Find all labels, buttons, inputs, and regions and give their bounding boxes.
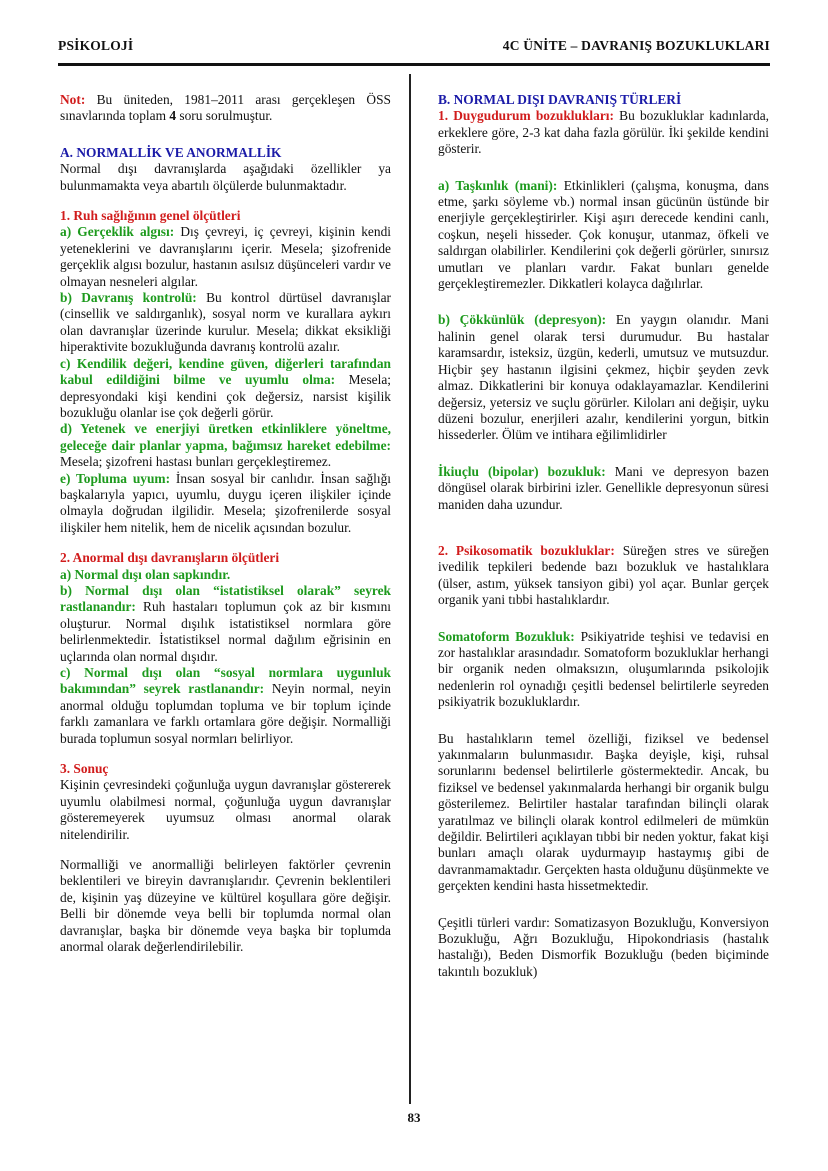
subsection-3-title: 3. Sonuç: [60, 761, 109, 777]
item-a: a) Gerçeklik algısı: Dış çevreyi, iç çevreyi, kişinin kendi yeteneklerini ve davranışlarını içerir. Mesela; şizofrenide gerçeklik algısı bozulur, hastanın asılsız düşünceleri vardır ve olmayan nesneleri algılar.: [60, 224, 391, 289]
depression-paragraph: b) Çökkünlük (depresyon): En yaygın olanıdır. Mani halinin genel olarak tersi durumudur. Bu hastalar karamsardır, isteksiz, üzgün, kederli, umutsuz ve mutsuzdur. Hiçbir şey hastanın ilgisini çekmez, hiçbir şeyden zevk almaz. Dikkatlerini bir konuya odaklayamazlar. Kendilerini değersiz, yetersiz ve suçlu görürler. Kiloları ani değişir, uyku düzeni bozulur, enerjileri azalır, kendilerini yorgun, bitkin hissederler. Ölüm ve intihara eğilimlidirler: [438, 312, 769, 443]
item-2c: c) Normal dışı olan “sosyal normlara uygunluk bakımından” seyrek rastlanandır: Neyin normal, neyin anormal olduğu toplumdan topluma ve bir toplum içinde farklı zamanlara ve farklı ortamlara göre değişir. Normalliği burada toplumun sosyal normları belirliyor.: [60, 665, 391, 746]
conclusion-paragraph-2: Normalliği ve anormalliği belirleyen faktörler çevrenin beklentileri ve bireyin davranışlarıdır. Çevrenin beklentileri de, kişinin yaş düzeyine ve kültürel koşullara göre değişir. Belli bir dönemde veya belli bir toplumda normal olan davranışlar, başka bir dönemde veya başka bir toplumda anormal olarak değerlendirilebilir.: [60, 857, 391, 955]
left-column: [60, 92, 391, 956]
column-divider: [409, 74, 411, 1104]
somatoform-types-paragraph: Çeşitli türleri vardır: Somatizasyon Bozukluğu, Konversiyon Bozukluğu, Ağrı Bozukluğu, Hipokondriasis (hastalık hastalığı), Beden Dismorfik Bozukluğu (beden biçiminde takıntılı bozukluk): [438, 914, 769, 979]
header-rule: [58, 63, 770, 66]
note-label: Not:: [60, 92, 86, 107]
section-a-title: A. NORMALLİK VE ANORMALLİK: [60, 144, 282, 160]
item-2b: b) Normal dışı olan “istatistiksel olarak” seyrek rastlanandır: Ruh hastaları toplumun çok az bir kısmını oluşturur. Normal dışılık istatistiksel normlara göre belirlenmektedir. İstatistiksel normal dağılım eğrisinin en uçlarında olan normal dışıdır.: [60, 582, 391, 664]
bipolar-paragraph: İkiuçlu (bipolar) bozukluk: Mani ve depresyon bazen döngüsel olarak birbirini izler. Genellikle depresyonun süresi maniden daha uzundur.: [438, 463, 769, 512]
section-b-title: B. NORMAL DIŞI DAVRANIŞ TÜRLERİ: [438, 92, 682, 107]
subsection-1-title: 1. Ruh sağlığının genel ölçütleri: [60, 208, 241, 224]
subsection-2-title: 2. Anormal dışı davranışların ölçütleri: [60, 550, 280, 566]
item-e: e) Topluma uyum: İnsan sosyal bir canlıdır. İnsan sağlığı başkalarıyla yapıcı, uyumlu, duygu içeren ilişkiler içinde olmayla doğrudan ilgilidir. Mesela; şizofrenilerde sosyal ilişkiler hem nitelik, hem de nicelik açısından bozulur.: [60, 470, 391, 535]
section-a-intro: Normal dışı davranışlarda aşağıdaki özellikler ya bulunmamakta veya abartılı ölçülerde bulunmaktadır.: [60, 161, 391, 193]
conclusion-paragraph-1: Kişinin çevresindeki çoğunluğa uygun davranışlar göstererek uyumlu olabilmesi normal, çoğunluğa uygun davranışlar gösteremeyerek uyumsuz olması anormal olarak nitelendirilir.: [60, 777, 391, 842]
header-unit-title: 4C ÜNİTE – DAVRANIŞ BOZUKLUKLARI: [502, 38, 770, 53]
header-subject: PSİKOLOJİ: [58, 38, 134, 53]
somatoform-features-paragraph: Bu hastalıkların temel özelliği, fiziksel ve bedensel yakınmaların bulunmasıdır. Başka deyişle, kişi, ruhsal sorunlarını bedensel belirtilerle göstermektedir. Ancak, bu fiziksel ve bedensel yakınmalarda herhangi bir organik bulgu gösterilemez. Belirtiler hastalar tarafından bilinçli olarak yaratılmaz ve bilinçli olarak kontrol edilmeleri de mümkün değildir. Belirtileri açıklayan tıbbi bir neden yoktur, fakat kişi bunları amaçlı olarak uydurmayıp hastaymış gibi de davranmamaktadır. Gerçekten hasta olduğunu düşünmekte ve gerçekten kendini hasta hissetmektedir.: [438, 730, 769, 894]
right-column: [438, 92, 769, 980]
page-number: 83: [407, 1110, 421, 1125]
psychosomatic-paragraph: 2. Psikosomatik bozukluklar: Süreğen stres ve süreğen ivedilik tepkileri bedende bazı bozukluk ve hastalıklara (ülser, astım, yüksek tansiyon gibi) yol açar. Bunlar gerçek organik yani tıbbi hastalıklardır.: [438, 542, 769, 608]
item-b: b) Davranış kontrolü: Bu kontrol dürtüsel davranışlar (cinsellik ve saldırganlık), sosyal norm ve kurallara aykırı olan davranışlar üzerinde kurulur. Mesela; dikkat eksikliği hiperaktivite bozukluğunda davranış kontrolü azalır.: [60, 290, 391, 355]
page-header: [58, 38, 770, 62]
item-d: d) Yetenek ve enerjiyi üretken etkinliklere yöneltme, geleceğe dair planlar yapma, bağımsız hareket edebilme: Mesela; şizofreni hastası bunları gerçekleştiremez.: [60, 421, 391, 470]
mania-paragraph: a) Taşkınlık (mani): Etkinlikleri (çalışma, konuşma, dans etme, şarkı söyleme vb.) normal insan gücünün üstünde bir enerjiyle gerçekleştirirler. Kişi aşırı derecede kendini canlı, coşkun, neşeli hisseder. Çok konuşur, utanmaz, öfkeli ve saldırgan olabilirler. Kendilerini çok değerli görürler, sınırsız umutları ve planları vardır. Fakat bunları genelde gerçekleştiremezler. Dikkatleri kolayca dağılırlar.: [438, 177, 769, 292]
item-c: c) Kendilik değeri, kendine güven, diğerleri tarafından kabul edildiğini bilme ve uyumlu olma: Mesela; depresyondaki kişi kendini çok değersiz, narsist kişilik bozukluğu olanlar ise çok değerli görür.: [60, 355, 391, 420]
somatoform-paragraph: Somatoform Bozukluk: Psikiyatride teşhisi ve tedavisi en zor hastalıklar arasındadır. Somatoform bozukluklar herhangi bir organik neden olmaksızın, oluşumlarında psikolojik nedenlerin rol oynadığı çeşitli bedensel belirtilerle seyreden psikiyatrik bozukluklardır.: [438, 628, 769, 710]
note-paragraph: Not: Bu üniteden, 1981–2011 arası gerçekleşen ÖSS sınavlarında toplam 4 soru sorulmuştur.: [60, 92, 391, 124]
mood-disorders-paragraph: 1. Duygudurum bozuklukları: Bu bozukluklar kadınlarda, erkeklere göre, 2-3 kat daha fazla görülür. İki şekilde kendini gösterir.: [438, 108, 769, 157]
item-2a: a) Normal dışı olan sapkındır.: [60, 566, 231, 582]
